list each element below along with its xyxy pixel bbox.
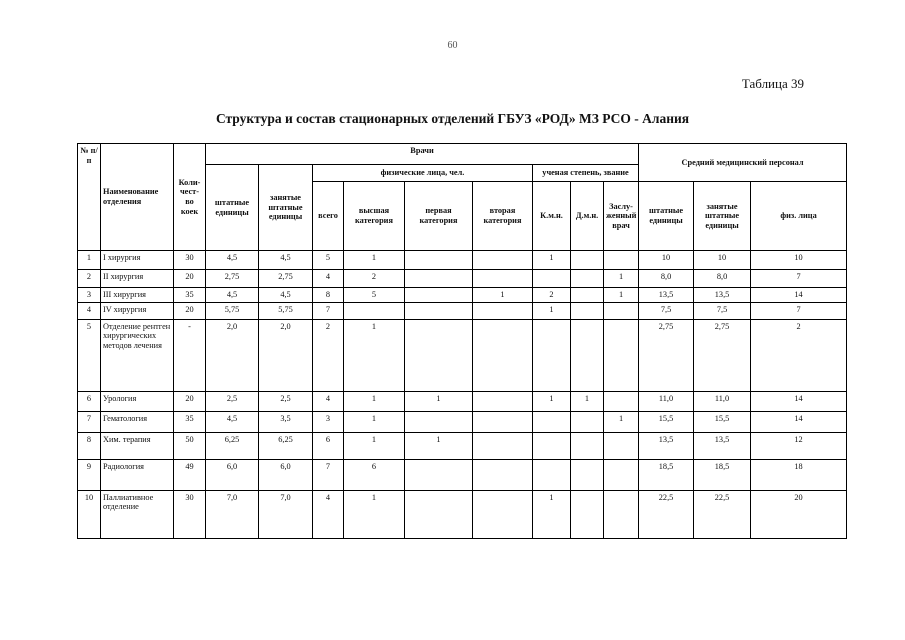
cell-dmn: [571, 411, 604, 432]
cell-n: 10: [78, 490, 101, 538]
cell-msh: 7,5: [639, 302, 694, 319]
cell-msh: 11,0: [639, 391, 694, 411]
cell-beds: 50: [174, 432, 206, 459]
cell-kmn: 2: [533, 288, 571, 303]
cell-vs: 2: [313, 319, 344, 391]
cell-zan: 2,75: [259, 270, 313, 288]
table-row: [78, 288, 847, 303]
cell-f2: 1: [473, 288, 533, 303]
cell-zan: 7,0: [259, 490, 313, 538]
cell-sh: 5,75: [206, 302, 259, 319]
cell-f1: 1: [405, 432, 473, 459]
cell-mfiz: 18: [751, 459, 847, 490]
cell-name: Хим. терапия: [101, 432, 174, 459]
cell-sh: 2,75: [206, 270, 259, 288]
cell-hi: 5: [344, 288, 405, 303]
cell-sh: 4,5: [206, 411, 259, 432]
cell-msh: 8,0: [639, 270, 694, 288]
cell-f1: [405, 490, 473, 538]
cell-sh: 4,5: [206, 288, 259, 303]
cell-n: 5: [78, 319, 101, 391]
cell-zan: 4,5: [259, 251, 313, 270]
cell-f2: [473, 432, 533, 459]
table-row: [78, 270, 847, 288]
cell-zan: 3,5: [259, 411, 313, 432]
header-m-fiz: физ. лица: [751, 182, 847, 251]
cell-kmn: [533, 270, 571, 288]
cell-mfiz: 10: [751, 251, 847, 270]
cell-kmn: [533, 319, 571, 391]
cell-beds: 20: [174, 270, 206, 288]
cell-n: 6: [78, 391, 101, 411]
cell-zasl: [604, 251, 639, 270]
header-first: первая категория: [405, 182, 473, 251]
cell-beds: 20: [174, 391, 206, 411]
cell-msh: 18,5: [639, 459, 694, 490]
cell-dmn: [571, 251, 604, 270]
cell-vs: 4: [313, 391, 344, 411]
cell-beds: 30: [174, 490, 206, 538]
cell-zan: 5,75: [259, 302, 313, 319]
cell-zasl: [604, 490, 639, 538]
cell-f2: [473, 490, 533, 538]
cell-dmn: [571, 319, 604, 391]
cell-dmn: [571, 302, 604, 319]
cell-hi: 2: [344, 270, 405, 288]
cell-vs: 3: [313, 411, 344, 432]
cell-hi: 1: [344, 432, 405, 459]
cell-hi: 1: [344, 251, 405, 270]
cell-name: Гематология: [101, 411, 174, 432]
cell-n: 1: [78, 251, 101, 270]
header-dmn: Д.м.н.: [571, 182, 604, 251]
cell-n: 4: [78, 302, 101, 319]
cell-mzan: 22,5: [694, 490, 751, 538]
cell-sh: 2,0: [206, 319, 259, 391]
page-number: 60: [447, 40, 458, 51]
table-row: [78, 432, 847, 459]
table-row: [78, 490, 847, 538]
cell-dmn: [571, 270, 604, 288]
cell-mzan: 13,5: [694, 432, 751, 459]
header-doctors: Врачи: [206, 144, 639, 165]
table-row: [78, 459, 847, 490]
cell-f1: [405, 319, 473, 391]
cell-kmn: [533, 411, 571, 432]
cell-n: 8: [78, 432, 101, 459]
cell-sh: 6,25: [206, 432, 259, 459]
header-zanyat: занятые штатные единицы: [259, 165, 313, 251]
cell-n: 7: [78, 411, 101, 432]
cell-kmn: 1: [533, 302, 571, 319]
cell-f1: [405, 270, 473, 288]
cell-msh: 22,5: [639, 490, 694, 538]
cell-zan: 2,0: [259, 319, 313, 391]
cell-dmn: [571, 432, 604, 459]
cell-beds: 30: [174, 251, 206, 270]
cell-zan: 6,0: [259, 459, 313, 490]
cell-kmn: 1: [533, 490, 571, 538]
cell-zan: 6,25: [259, 432, 313, 459]
table-body: [78, 251, 847, 539]
cell-zan: 2,5: [259, 391, 313, 411]
cell-sh: 4,5: [206, 251, 259, 270]
cell-f1: [405, 302, 473, 319]
cell-zan: 4,5: [259, 288, 313, 303]
cell-n: 2: [78, 270, 101, 288]
cell-hi: [344, 302, 405, 319]
cell-mfiz: 12: [751, 432, 847, 459]
cell-msh: 13,5: [639, 432, 694, 459]
cell-vs: 5: [313, 251, 344, 270]
cell-mzan: 18,5: [694, 459, 751, 490]
cell-f1: [405, 251, 473, 270]
cell-sh: 2,5: [206, 391, 259, 411]
cell-hi: 6: [344, 459, 405, 490]
header-zasl: Заслу-женный врач: [604, 182, 639, 251]
cell-f2: [473, 319, 533, 391]
cell-zasl: [604, 459, 639, 490]
cell-name: I хирургия: [101, 251, 174, 270]
cell-msh: 2,75: [639, 319, 694, 391]
header-m-shtat: штатные единицы: [639, 182, 694, 251]
cell-mfiz: 7: [751, 270, 847, 288]
cell-dmn: [571, 288, 604, 303]
cell-f1: [405, 459, 473, 490]
cell-hi: 1: [344, 411, 405, 432]
departments-table: [77, 143, 847, 539]
cell-kmn: 1: [533, 251, 571, 270]
header-m-zanyat: занятые штатные единицы: [694, 182, 751, 251]
cell-beds: 35: [174, 288, 206, 303]
cell-f1: [405, 411, 473, 432]
cell-zasl: [604, 432, 639, 459]
table-row: [78, 411, 847, 432]
cell-n: 3: [78, 288, 101, 303]
cell-vs: 6: [313, 432, 344, 459]
header-num: № п/п: [78, 144, 101, 251]
cell-dmn: [571, 490, 604, 538]
cell-beds: -: [174, 319, 206, 391]
cell-name: Паллиативное отделение: [101, 490, 174, 538]
cell-mzan: 13,5: [694, 288, 751, 303]
cell-zasl: [604, 319, 639, 391]
cell-f1: 1: [405, 391, 473, 411]
cell-zasl: 1: [604, 288, 639, 303]
cell-n: 9: [78, 459, 101, 490]
cell-msh: 15,5: [639, 411, 694, 432]
header-kmn: К.м.н.: [533, 182, 571, 251]
cell-msh: 13,5: [639, 288, 694, 303]
cell-mfiz: 14: [751, 411, 847, 432]
cell-mzan: 7,5: [694, 302, 751, 319]
header-beds: Коли-чест-во коек: [174, 144, 206, 251]
cell-sh: 7,0: [206, 490, 259, 538]
header-name: Наименование отделения: [101, 144, 174, 251]
cell-f2: [473, 302, 533, 319]
cell-mfiz: 2: [751, 319, 847, 391]
header-second: вторая категория: [473, 182, 533, 251]
cell-mfiz: 14: [751, 288, 847, 303]
cell-beds: 20: [174, 302, 206, 319]
cell-hi: 1: [344, 319, 405, 391]
cell-vs: 4: [313, 270, 344, 288]
table-row: [78, 319, 847, 391]
cell-name: Урология: [101, 391, 174, 411]
cell-zasl: [604, 391, 639, 411]
header-vsego: всего: [313, 182, 344, 251]
cell-f2: [473, 270, 533, 288]
header-shtat: штатные единицы: [206, 165, 259, 251]
cell-vs: 7: [313, 302, 344, 319]
table-label: Таблица 39: [741, 76, 804, 91]
cell-name: II хирургия: [101, 270, 174, 288]
cell-mzan: 15,5: [694, 411, 751, 432]
table-row: [78, 302, 847, 319]
cell-mzan: 10: [694, 251, 751, 270]
cell-mzan: 11,0: [694, 391, 751, 411]
cell-kmn: 1: [533, 391, 571, 411]
cell-hi: 1: [344, 391, 405, 411]
cell-f2: [473, 459, 533, 490]
cell-zasl: [604, 302, 639, 319]
cell-vs: 4: [313, 490, 344, 538]
header-mid-staff: Средний медицинский персонал: [639, 144, 847, 182]
cell-vs: 7: [313, 459, 344, 490]
cell-kmn: [533, 459, 571, 490]
cell-mzan: 2,75: [694, 319, 751, 391]
cell-mfiz: 20: [751, 490, 847, 538]
cell-zasl: 1: [604, 411, 639, 432]
cell-mzan: 8,0: [694, 270, 751, 288]
header-degree-group: ученая степень, звание: [533, 165, 639, 182]
cell-f2: [473, 411, 533, 432]
cell-dmn: 1: [571, 391, 604, 411]
cell-name: IV хирургия: [101, 302, 174, 319]
document-title: Структура и состав стационарных отделений ГБУЗ «РОД» МЗ РСО - Алания: [215, 111, 690, 126]
cell-mfiz: 7: [751, 302, 847, 319]
cell-f1: [405, 288, 473, 303]
cell-f2: [473, 251, 533, 270]
cell-dmn: [571, 459, 604, 490]
table-row: [78, 391, 847, 411]
cell-zasl: 1: [604, 270, 639, 288]
header-high: высшая категория: [344, 182, 405, 251]
cell-kmn: [533, 432, 571, 459]
cell-msh: 10: [639, 251, 694, 270]
cell-sh: 6,0: [206, 459, 259, 490]
cell-hi: 1: [344, 490, 405, 538]
cell-f2: [473, 391, 533, 411]
cell-beds: 35: [174, 411, 206, 432]
cell-mfiz: 14: [751, 391, 847, 411]
table-row: [78, 251, 847, 270]
cell-vs: 8: [313, 288, 344, 303]
cell-name: III хирургия: [101, 288, 174, 303]
cell-beds: 49: [174, 459, 206, 490]
cell-name: Радиология: [101, 459, 174, 490]
cell-name: Отделение рентген хирургических методов лечения: [101, 319, 174, 391]
header-fiz-group: физические лица, чел.: [313, 165, 533, 182]
